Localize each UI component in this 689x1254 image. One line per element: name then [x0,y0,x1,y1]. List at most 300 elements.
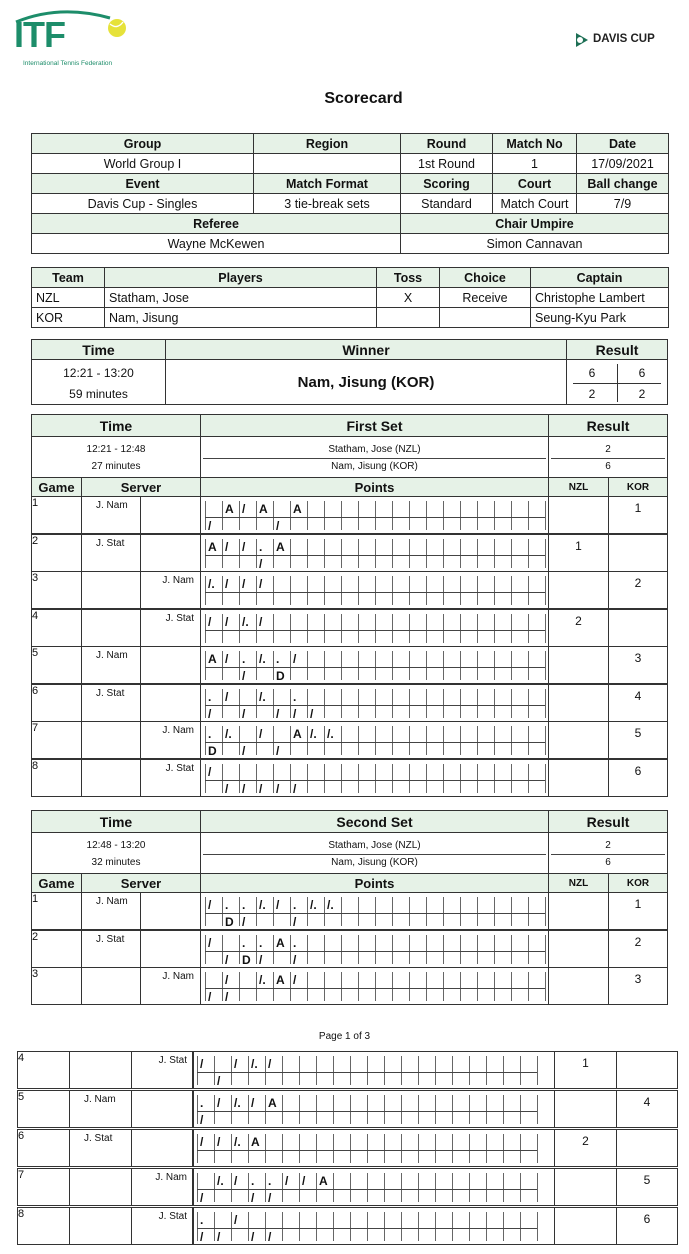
grid-line [477,501,478,530]
point-mark: / [259,556,263,571]
grid-line [460,576,461,605]
grid-line [409,501,410,530]
grid-line [528,576,529,605]
grid-line [367,1134,368,1163]
captain-name: Christophe Lambert [531,288,669,308]
davis-cup-logo: DAVIS CUP [593,33,655,45]
point-mark: A [268,1096,277,1110]
grid-line [469,1212,470,1241]
grid-line [392,897,393,926]
server-label: Server [81,873,201,893]
grid-line [494,726,495,755]
grid-line [545,897,546,926]
grid-line [273,576,274,605]
grid-line [256,726,257,755]
grid-line [392,614,393,643]
grid-line [324,972,325,1001]
server-right [140,646,201,684]
point-mark: / [259,727,263,741]
grid-line [290,539,291,568]
server-right [140,609,201,647]
point-mark: / [293,781,297,796]
game-row [31,892,668,930]
grid-line [307,897,308,926]
point-mark: / [242,669,246,683]
grid-line [392,576,393,605]
game-row [17,1051,678,1089]
points-label: Points [200,477,549,497]
grid-line [299,1212,300,1241]
nzl-games [548,496,609,534]
kor-games [608,930,668,968]
grid-line [503,1212,504,1241]
server-right [140,571,201,609]
grid-line [205,780,545,781]
grid-line [358,614,359,643]
game-row [31,646,668,684]
grid-line [477,764,478,793]
set-score2: 6 [605,461,611,472]
grid-line [409,764,410,793]
server-right [140,759,201,797]
grid-line [350,1056,351,1085]
grid-line [256,614,257,643]
summary-time-cell [31,359,166,405]
grid-line [477,651,478,680]
game-row [31,684,668,722]
grid-line [205,592,545,593]
server-name: J. Stat [165,762,194,774]
grid-line [341,576,342,605]
grid-line [537,1212,538,1241]
point-mark: . [293,935,297,950]
point-mark: A [276,935,285,950]
set-name: Second Set [200,810,549,833]
grid-line [511,614,512,643]
grid-line [443,764,444,793]
point-mark: . [293,898,297,912]
grid-line [307,972,308,1001]
point-mark: . [259,935,263,950]
point-mark: / [208,764,212,779]
game-number: 2 [31,534,82,572]
grid-line [528,764,529,793]
grid-line [511,501,512,530]
point-mark: / [259,577,263,591]
choice-value: Receive [440,288,531,308]
grid-line [222,576,223,605]
grid-line [392,689,393,718]
kor-games [608,534,668,572]
set-time-label: Time [31,414,201,437]
teams-table [31,267,669,328]
point-mark: / [242,781,246,796]
grid-line [333,1212,334,1241]
grid-line [222,764,223,793]
captain-name: Seung-Kyu Park [531,308,669,328]
grid-line [358,576,359,605]
point-mark: / [208,990,212,1004]
game-number: 1 [31,892,82,930]
grid-line [469,1173,470,1202]
nzl-games [554,1090,617,1128]
server-right [140,534,201,572]
point-mark: / [276,744,280,758]
grid-line [307,764,308,793]
grid-line [537,1095,538,1124]
grid-line [409,539,410,568]
grid-line [426,539,427,568]
grid-line [341,897,342,926]
nzl-games [548,571,609,609]
grid-line [435,1173,436,1202]
point-mark: / [293,652,297,666]
point-mark: / [208,706,212,721]
grid-line [290,726,291,755]
grid-line [494,972,495,1001]
grid-line [341,651,342,680]
grid-line [239,651,240,680]
grid-line [392,651,393,680]
kor-games [608,684,668,722]
grid-line [477,614,478,643]
grid-line [494,897,495,926]
grid-line [511,897,512,926]
game-number: 4 [31,609,82,647]
grid-line [290,764,291,793]
server-right [131,1168,194,1206]
kor-games [608,721,668,759]
point-mark: /. [217,1174,224,1188]
points-grid [200,930,549,968]
point-mark: /. [225,727,232,741]
round-label: Round [401,134,493,154]
kor-games [608,571,668,609]
scoring-value: Standard [401,194,493,214]
grid-line [273,972,274,1001]
nzl-games [548,721,609,759]
grid-line [205,614,206,643]
point-mark: A [276,973,285,987]
server-label: Server [81,477,201,497]
grid-line [375,689,376,718]
kor-games [608,967,668,1005]
server-left [81,646,141,684]
grid-line [197,1189,537,1190]
grid-line [469,1134,470,1163]
divider [551,854,665,855]
result-set1-loser: 2 [588,387,596,401]
grid-line [273,539,274,568]
grid-line [503,1173,504,1202]
game-number: 8 [17,1207,70,1245]
point-mark: A [225,502,234,516]
nzl-game-count: 1 [582,1056,589,1070]
server-left [69,1090,132,1128]
grid-line [273,651,274,680]
grid-line [486,1134,487,1163]
grid-line [239,539,240,568]
summary-time-range: 12:21 - 13:20 [63,366,134,380]
grid-line [316,1134,317,1163]
grid-line [358,972,359,1001]
summary-winner-label: Winner [165,339,567,360]
grid-line [452,1095,453,1124]
server-name: J. Nam [96,896,128,907]
nzl-games [548,892,609,930]
server-left [81,609,141,647]
set-player2: Nam, Jisung (KOR) [331,461,418,472]
kor-games [608,892,668,930]
points-grid [200,571,549,609]
players-label: Players [105,268,377,288]
set-player1: Statham, Jose (NZL) [328,840,421,851]
grid-line [392,539,393,568]
grid-line [358,539,359,568]
server-left [81,496,141,534]
grid-line [426,576,427,605]
server-name: J. Nam [96,500,128,511]
point-mark: D [242,952,251,967]
point-mark: / [242,502,246,516]
game-row [31,930,668,968]
game-row [17,1207,678,1245]
points-grid [200,721,549,759]
kor-game-count: 4 [643,1095,651,1109]
grid-line [545,614,546,643]
grid-line [545,935,546,964]
grid-line [197,1095,198,1124]
grid-line [265,1173,266,1202]
ball-change-label: Ball change [577,174,669,194]
point-mark: A [293,727,302,741]
grid-line [477,576,478,605]
set-duration: 27 minutes [91,461,141,472]
grid-line [392,764,393,793]
game-row [31,571,668,609]
grid-line [503,1056,504,1085]
point-mark: /. [310,898,317,912]
grid-line [205,539,206,568]
game-number: 4 [17,1051,70,1089]
point-mark: . [225,898,229,912]
grid-line [511,972,512,1001]
grid-line [222,539,223,568]
grid-line [307,689,308,718]
grid-line [375,614,376,643]
kor-game-count: 5 [634,726,642,740]
grid-line [528,897,529,926]
points-grid [192,1090,555,1128]
captain-label: Captain [531,268,669,288]
point-mark: / [225,990,229,1004]
referee-value: Wayne McKewen [32,234,401,254]
match-no-label: Match No [493,134,577,154]
grid-line [341,935,342,964]
grid-line [443,935,444,964]
grid-line [205,764,206,793]
grid-line [435,1134,436,1163]
server-right [131,1129,194,1167]
point-mark: / [276,781,280,796]
grid-line [545,651,546,680]
grid-line [239,764,240,793]
grid-line [197,1228,537,1229]
grid-line [358,897,359,926]
nzl-game-count: 2 [582,1134,589,1148]
grid-line [299,1095,300,1124]
grid-line [231,1095,232,1124]
grid-line [256,539,257,568]
summary-duration: 59 minutes [69,387,128,401]
grid-line [460,935,461,964]
grid-line [460,764,461,793]
grid-line [265,1056,266,1085]
grid-line [384,1173,385,1202]
grid-line [197,1111,537,1112]
grid-line [375,539,376,568]
grid-line [545,576,546,605]
nzl-label: NZL [548,873,609,893]
nzl-games [548,684,609,722]
grid-line [273,689,274,718]
server-name: J. Nam [155,1172,187,1183]
point-mark: . [276,652,280,666]
grid-line [384,1212,385,1241]
grid-line [205,913,545,914]
server-left [69,1168,132,1206]
grid-line [392,972,393,1001]
grid-line [324,651,325,680]
grid-line [537,1056,538,1085]
set-time-cell [31,436,201,478]
server-name: J. Stat [96,933,125,945]
grid-line [273,764,274,793]
grid-line [409,897,410,926]
game-label: Game [31,873,82,893]
point-mark: / [200,1230,204,1244]
server-left [69,1051,132,1089]
point-mark: / [293,706,297,721]
grid-line [290,651,291,680]
grid-line [358,726,359,755]
nzl-games [548,930,609,968]
grid-line [511,689,512,718]
grid-line [443,576,444,605]
grid-line [460,651,461,680]
grid-line [256,501,257,530]
grid-line [214,1134,215,1163]
grid-line [511,726,512,755]
grid-line [469,1056,470,1085]
grid-line [528,972,529,1001]
grid-line [256,689,257,718]
result-set1-winner: 6 [588,366,596,380]
grid-line [426,897,427,926]
grid-line [443,897,444,926]
kor-games [608,609,668,647]
grid-line [528,726,529,755]
point-mark: / [234,1057,238,1071]
grid-line [341,501,342,530]
grid-line [545,726,546,755]
point-mark: / [200,1057,204,1071]
nzl-game-count: 1 [575,538,582,553]
grid-line [290,897,291,926]
point-mark: / [217,1230,221,1244]
kor-game-count: 4 [634,688,642,703]
points-grid [200,892,549,930]
grid-line [358,689,359,718]
grid-line [316,1095,317,1124]
team-row [32,288,669,308]
grid-line [409,935,410,964]
point-mark: / [242,915,246,929]
grid-line [197,1056,198,1085]
grid-line [205,988,545,989]
grid-line [452,1173,453,1202]
game-number: 5 [31,646,82,684]
grid-line [426,764,427,793]
point-mark: / [268,1191,272,1205]
grid-line [367,1173,368,1202]
set-players-cell [200,436,549,478]
nzl-games [554,1207,617,1245]
server-right [140,721,201,759]
grid-line [222,689,223,718]
grid-line [231,1173,232,1202]
grid-line [205,951,545,952]
grid-line [324,501,325,530]
grid-line [324,614,325,643]
grid-line [401,1134,402,1163]
grid-line [477,726,478,755]
team-row [32,308,669,328]
set-result-label: Result [548,414,668,437]
grid-line [282,1173,283,1202]
event-value: Davis Cup - Singles [32,194,254,214]
match-info-table [31,133,669,254]
set-result-cell [548,832,668,874]
grid-line [435,1212,436,1241]
grid-line [324,764,325,793]
grid-line [528,539,529,568]
set-result-cell [548,436,668,478]
grid-line [205,651,206,680]
server-name: J. Stat [96,537,125,549]
point-mark: /. [234,1135,241,1149]
point-mark: A [276,539,285,554]
points-grid [200,609,549,647]
grid-line [426,501,427,530]
server-right [131,1090,194,1128]
result-set2-loser: 2 [638,387,646,401]
toss-value [377,308,440,328]
grid-line [222,897,223,926]
itf-logo-text: ITF [14,14,65,55]
grid-line [273,897,274,926]
set-score1: 2 [605,444,611,455]
server-right [140,684,201,722]
grid-line [401,1095,402,1124]
point-mark: / [251,1230,255,1244]
point-mark: / [276,898,280,912]
grid-line [486,1173,487,1202]
grid-line [307,576,308,605]
grid-line [401,1212,402,1241]
toss-label: Toss [377,268,440,288]
grid-line [545,501,546,530]
